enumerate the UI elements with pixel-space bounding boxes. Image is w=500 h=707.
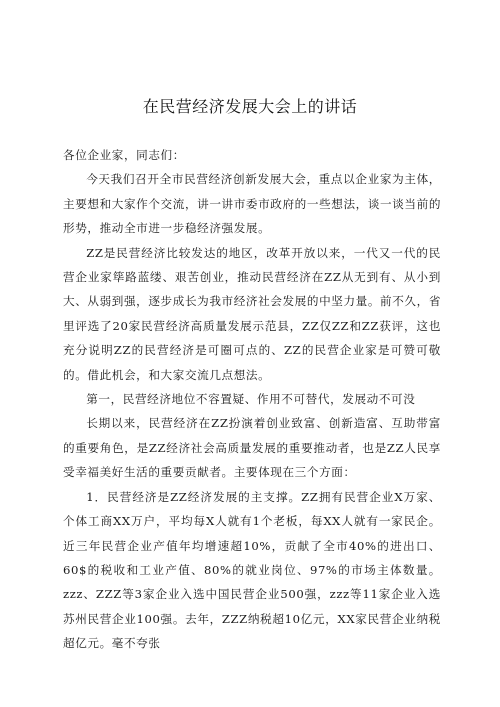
paragraph-role: 长期以来，民营经济在ZZ扮演着创业致富、创新造富、互助带富的重要角色，是ZZ经济社会高质量发展的重要推动者，也是ZZ人民享受幸福美好生活的重要贡献者。主要体现在三个方面： <box>63 416 441 480</box>
paragraph-opening: 今天我们召开全市民营经济创新发展大会，重点以企业家为主体，主要想和大家作个交流，讲一讲市委市政府的一些想法，谈一谈当前的形势，推动全市进一步稳经济强发展。 <box>63 172 442 236</box>
document-body <box>63 143 441 656</box>
document-title: 在民营经济发展大会上的讲话 <box>142 97 358 116</box>
paragraph-background: ZZ是民营经济比较发达的地区，改革开放以来，一代又一代的民营企业家筚路蓝缕、艰苦创业，推动民营经济在ZZ从无到有、从小到大、从弱到强，逐步成长为我市经济社会发展的中坚力量。前不久，省里评选了20家民营经济高质量发展示范县，ZZ仅ZZ和ZZ获评，这也充分说明ZZ的民营经济是可圈可点的、ZZ的民营企业家是可赞可敬的。借此机会，和大家交流几点想法。 <box>63 245 442 382</box>
salutation-line: 各位企业家，同志们： <box>63 148 185 162</box>
paragraph-point-one: 1．民营经济是ZZ经济发展的主支撑。ZZ拥有民营企业X万家、个体工商XX万户，平均每X人就有1个老板，每XX人就有一家民企。近三年民营企业产值年均增速超10%，贡献了全市40%的进出口、60$的税收和工业产值、80%的就业岗位、97%的市场主体数量。zzz、ZZZ等3家企业入选中国民营企业500强，zzz等11家企业入选苏州民营企业100强。去年，ZZZ纳税超10亿元，XX家民营企业纳税超亿元。毫不夸张 <box>63 489 441 651</box>
section-heading-one: 第一，民营经济地位不容置疑、作用不可替代，发展动不可没 <box>86 392 416 407</box>
